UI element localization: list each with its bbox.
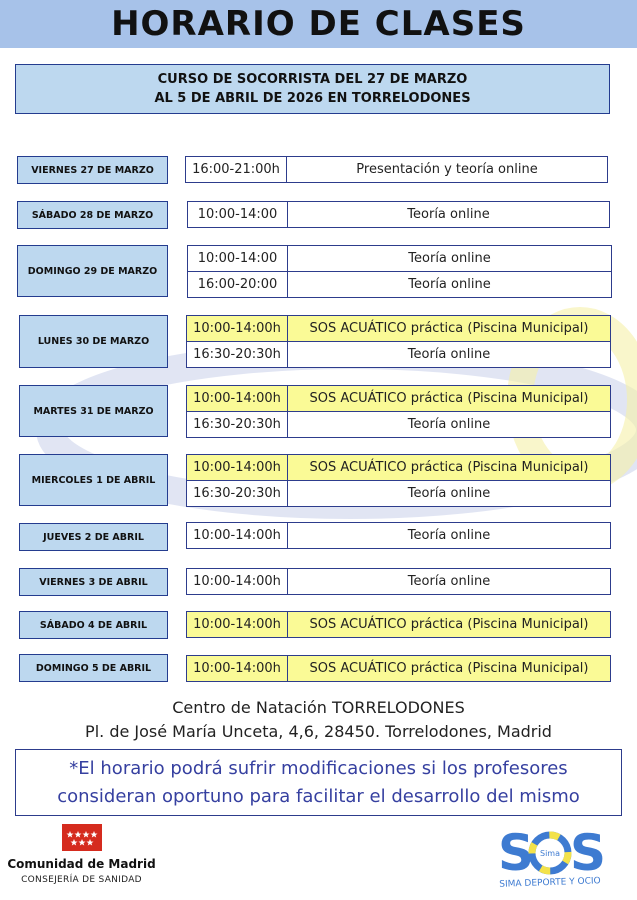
- slot-time: 10:00-14:00h: [187, 386, 288, 411]
- org-department: CONSEJERÍA DE SANIDAD: [21, 875, 142, 885]
- schedule-slot: [187, 201, 610, 228]
- day-label: VIERNES 27 DE MARZO: [17, 156, 168, 184]
- slot-time: 16:00-20:00: [188, 272, 288, 297]
- slot-activity: Teoría online: [408, 251, 491, 266]
- slot-activity: Presentación y teoría online: [356, 162, 538, 177]
- slot-time: 10:00-14:00h: [187, 612, 288, 637]
- schedule-slot: [187, 271, 612, 298]
- sos-logo-icon: [498, 820, 607, 882]
- slot-time: 16:30-20:30h: [187, 481, 288, 506]
- slot-activity: SOS ACUÁTICO práctica (Piscina Municipal): [309, 617, 589, 632]
- org-name: Comunidad de Madrid: [7, 857, 156, 871]
- schedule-slot: [186, 522, 611, 549]
- slot-activity: Teoría online: [407, 528, 491, 543]
- venue-address: Pl. de José María Unceta, 4,6, 28450. Torrelodones, Madrid: [85, 722, 552, 741]
- day-label: LUNES 30 DE MARZO: [19, 315, 168, 368]
- schedule-slot: [186, 611, 611, 638]
- schedule-note: [15, 749, 622, 816]
- slot-time: 10:00-14:00: [188, 202, 288, 227]
- venue-name: Centro de Natación TORRELODONES: [172, 698, 465, 717]
- day-label: MIERCOLES 1 DE ABRIL: [19, 454, 168, 506]
- slot-time: 10:00-14:00h: [187, 656, 288, 681]
- slot-activity: Teoría online: [407, 486, 491, 501]
- course-box: [15, 64, 610, 114]
- day-label: MARTES 31 DE MARZO: [19, 385, 168, 437]
- watermark-logo: [20, 340, 637, 540]
- slot-time: 10:00-14:00: [188, 246, 288, 271]
- day-label: SÁBADO 28 DE MARZO: [17, 201, 168, 229]
- schedule-slot: [186, 655, 611, 682]
- course-line-2: AL 5 DE ABRIL DE 2026 EN TORRELODONES: [154, 91, 471, 106]
- slot-activity: SOS ACUÁTICO práctica (Piscina Municipal): [309, 460, 589, 475]
- slot-activity: Teoría online: [407, 574, 491, 589]
- sos-logo-inner: Sima: [540, 849, 560, 858]
- slot-activity: SOS ACUÁTICO práctica (Piscina Municipal): [309, 321, 589, 336]
- slot-time: 10:00-14:00h: [187, 569, 288, 594]
- slot-time: 10:00-14:00h: [187, 455, 288, 480]
- schedule-slot: [185, 156, 608, 183]
- note-line-2: consideran oportuno para facilitar el desarrollo del mismo: [57, 786, 580, 807]
- slot-activity: Teoría online: [408, 277, 491, 292]
- day-label: VIERNES 3 DE ABRIL: [19, 568, 168, 596]
- schedule-slot: [186, 568, 611, 595]
- slot-time: 16:30-20:30h: [187, 412, 288, 437]
- slot-activity: SOS ACUÁTICO práctica (Piscina Municipal): [309, 391, 589, 406]
- day-label: DOMINGO 5 DE ABRIL: [19, 654, 168, 682]
- slot-activity: SOS ACUÁTICO práctica (Piscina Municipal): [309, 661, 589, 676]
- slot-time: 16:00-21:00h: [186, 157, 287, 182]
- schedule-slot: [186, 454, 611, 481]
- slot-activity: Teoría online: [407, 347, 491, 362]
- day-label: JUEVES 2 DE ABRIL: [19, 523, 168, 551]
- course-line-1: CURSO DE SOCORRISTA DEL 27 DE MARZO: [157, 72, 468, 87]
- day-label: DOMINGO 29 DE MARZO: [17, 245, 168, 297]
- logo-tagline: SIMA DEPORTE Y OCIO: [499, 876, 601, 890]
- schedule-slot: [186, 385, 611, 412]
- madrid-flag-icon: [62, 824, 102, 851]
- page-title: HORARIO DE CLASES: [111, 4, 526, 44]
- slot-time: 10:00-14:00h: [187, 316, 288, 341]
- slot-activity: Teoría online: [407, 417, 491, 432]
- note-line-1: *El horario podrá sufrir modificaciones si los profesores: [69, 758, 568, 779]
- slot-activity: Teoría online: [407, 207, 490, 222]
- slot-time: 16:30-20:30h: [187, 342, 288, 367]
- schedule-slot: [186, 480, 611, 507]
- sos-logo-s2: S: [570, 824, 607, 882]
- schedule-slot: [186, 411, 611, 438]
- day-label: SÁBADO 4 DE ABRIL: [19, 611, 168, 639]
- slot-time: 10:00-14:00h: [187, 523, 288, 548]
- schedule-slot: [186, 315, 611, 342]
- schedule-slot: [187, 245, 612, 272]
- schedule-slot: [186, 341, 611, 368]
- sos-logo-s1: S: [498, 824, 535, 882]
